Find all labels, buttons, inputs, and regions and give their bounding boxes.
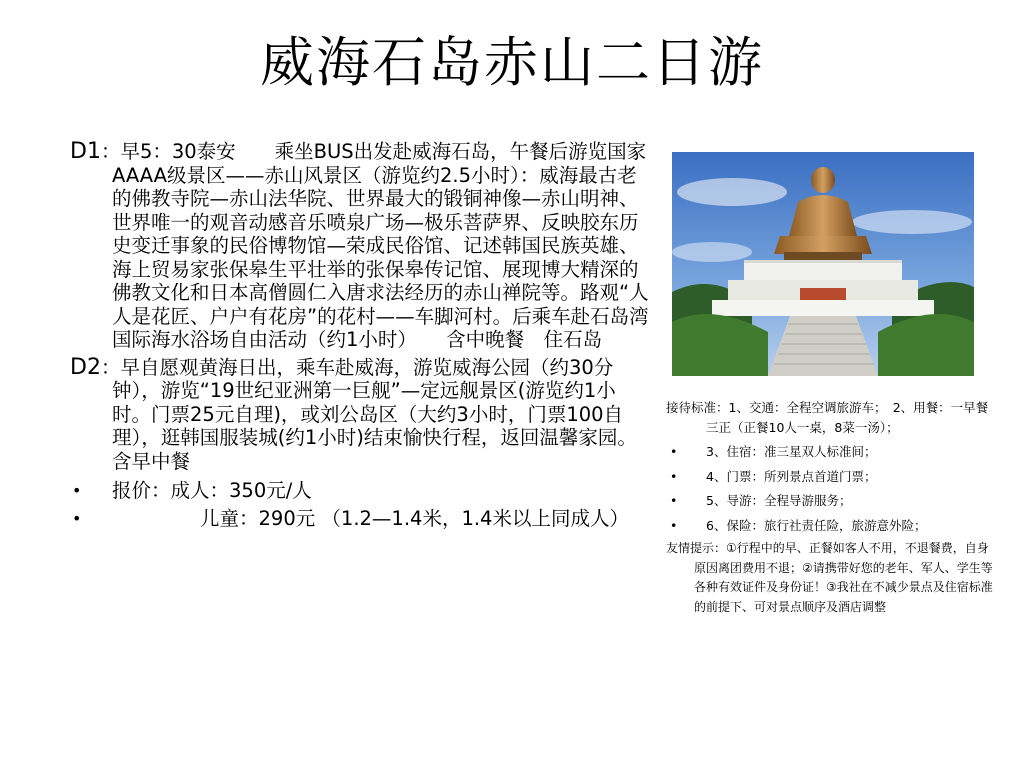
- standards-item-tickets: • 4、门票：所列景点首道门票；: [666, 467, 998, 487]
- buddha-statue-photo: [672, 152, 974, 376]
- price-adult-text: 报价：成人：350元/人: [112, 479, 312, 502]
- day1-label: D1: [70, 139, 101, 164]
- day1-text: ：早5：30泰安 乘坐BUS出发赴威海石岛，午餐后游览国家AAAA级景区——赤山风景区（游览约2.5小时）：威海最古老的佛教寺院—赤山法华院、世界最大的锻铜神像—赤山明神、世界唯一的观音动感音乐喷泉广场—极乐菩萨界、反映胶东历史变迁事象的民俗博物馆—荣成民俗馆、记述韩国民族英雄、海上贸易家张保皋生平壮举的张保皋传记馆、展现博大精深的佛教文化和日本高僧圆仁入唐求法经历的赤山禅院等。路观“人人是花匠、户户有花房”的花村——车脚河村。后乘车赴石岛湾国际海水浴场自由活动（约1小时） 含中晚餐 住石岛: [100, 140, 649, 351]
- friendly-tips: 友情提示：①行程中的早、正餐如客人不用，不退餐费，自身原因离团费用不退；②请携带好您的老年、军人、学生等各种有效证件及身份证！③我社在不减少景点及住宿标准的前提下、可对景点顺序及酒店调整: [666, 541, 993, 614]
- service-standards-section: [666, 398, 998, 617]
- buddha-statue-image: [672, 152, 974, 376]
- price-child-item: [70, 505, 650, 533]
- slide-title: 威海石岛赤山二日游: [260, 31, 764, 94]
- price-adult-item: [70, 477, 650, 505]
- standards-item-accommodation: • 3、住宿：准三星双人标准间；: [666, 442, 998, 462]
- day1-paragraph: [70, 140, 650, 352]
- price-child-text: 儿童：290元 （1.2—1.4米，1.4米以上同成人）: [200, 507, 629, 530]
- itinerary-section: [70, 139, 745, 533]
- day2-paragraph: [70, 354, 745, 474]
- day2-text: ：早自愿观黄海日出，乘车赴威海，游览威海公园（约30分钟），游览“19世纪亚洲第一巨舰”—定远舰景区(游览约1小时。门票25元自理)，或刘公岛区（大约3小时，门票100自理），逛韩国服装城(约1小时)结束愉快行程，返回温馨家园。 含早中餐: [100, 355, 745, 473]
- standards-item-insurance: • 6、保险：旅行社责任险，旅游意外险；: [666, 516, 998, 536]
- day2-label: D2: [70, 354, 101, 380]
- standards-intro: 接待标准：1、交通：全程空调旅游车； 2、用餐：一早餐三正（正餐10人一桌，8菜一汤）；: [666, 400, 989, 435]
- standards-item-guide: • 5、导游：全程导游服务；: [666, 491, 998, 511]
